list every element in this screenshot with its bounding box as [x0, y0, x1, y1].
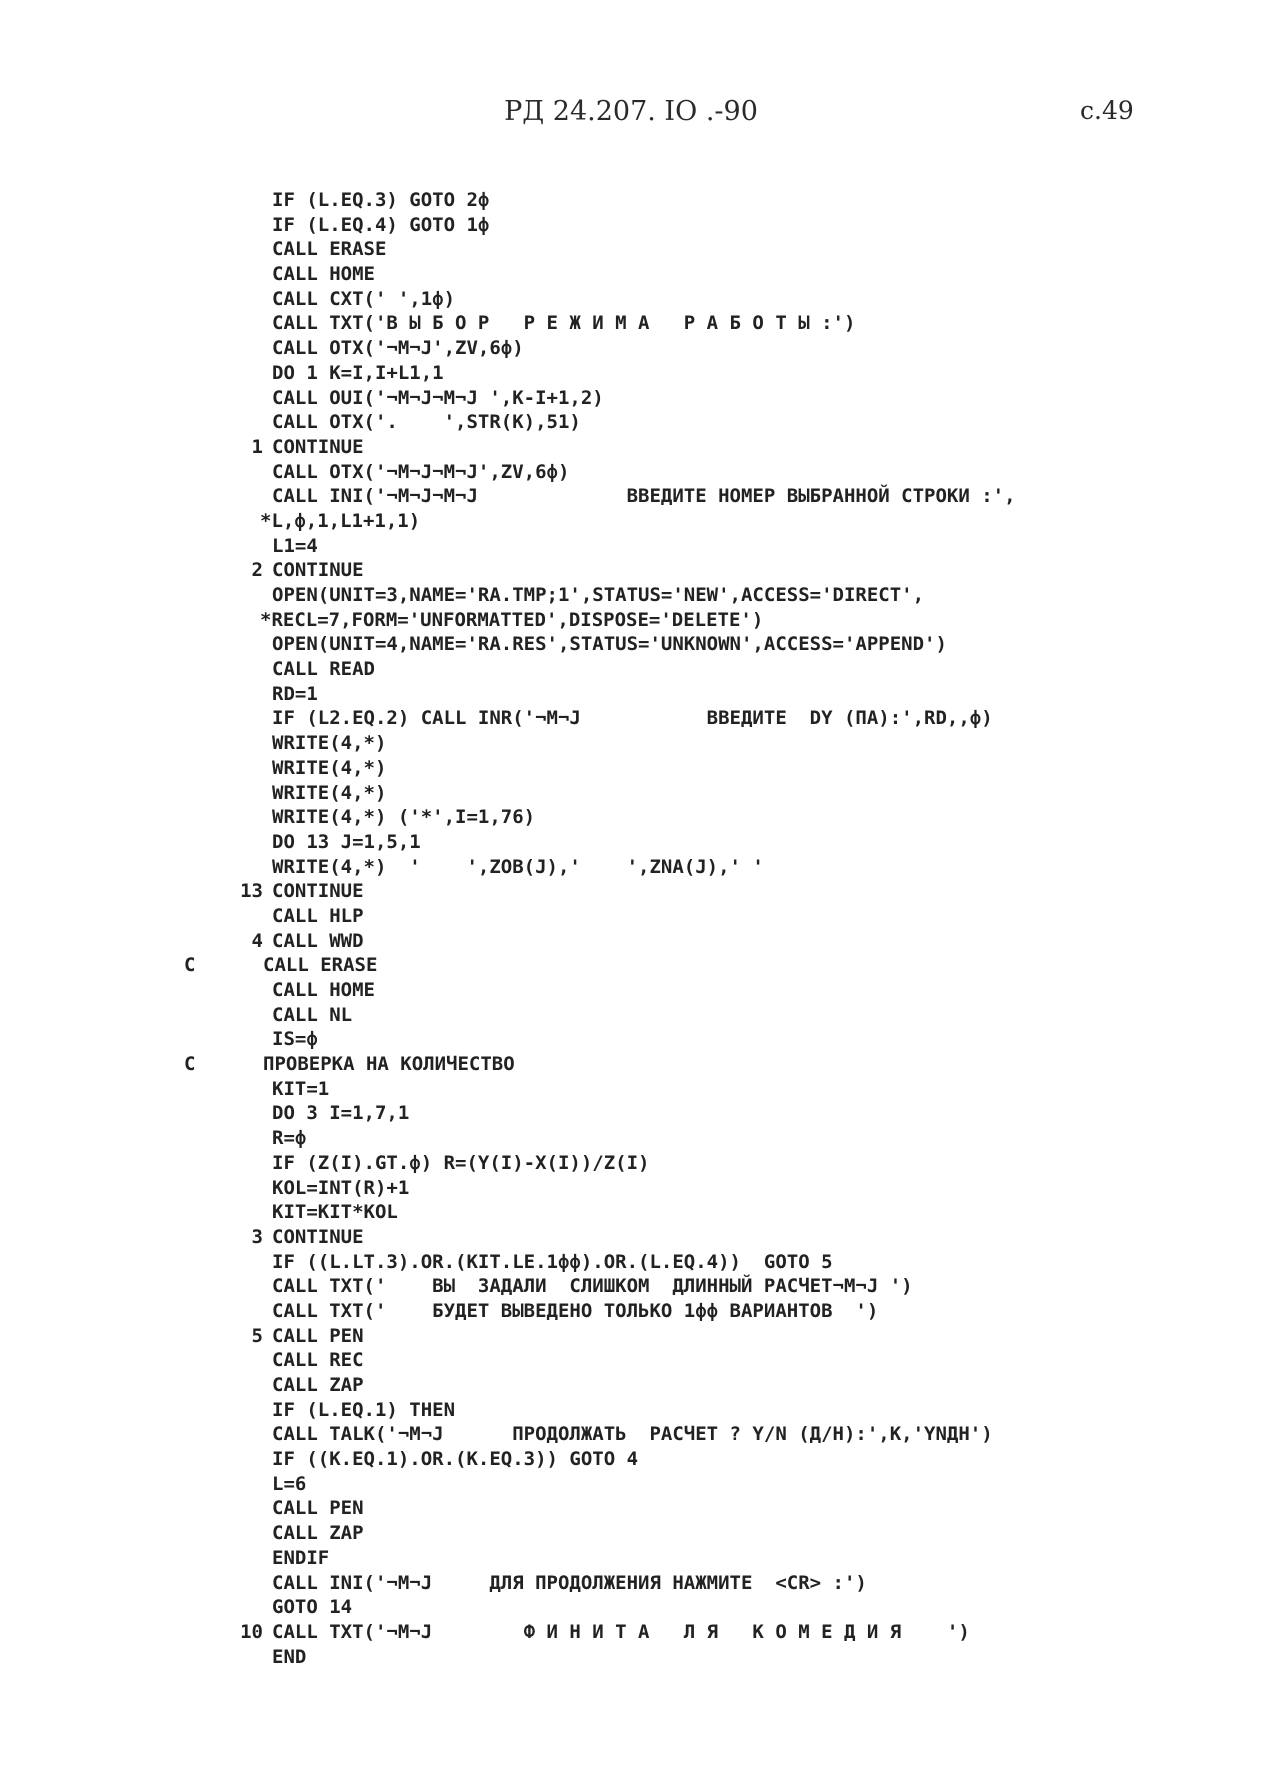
statement-text: CALL ZAP: [272, 1522, 364, 1545]
statement-label: 3: [251, 1225, 263, 1248]
statement-text: CALL OTX('¬M¬J',ZV,6ф): [272, 337, 524, 360]
code-line: [170, 1101, 1016, 1126]
code-line: [170, 1176, 1016, 1201]
code-line: [170, 336, 1016, 361]
comment-line: [170, 1052, 1016, 1077]
statement-text: CALL ERASE: [272, 238, 387, 261]
statement-text: END: [272, 1645, 307, 1668]
page-number: с.49: [1080, 96, 1134, 125]
statement-text: CALL TXT(' БУДЕТ ВЫВЕДЕНО ТОЛЬКО 1фф ВАРИАНТОВ '): [272, 1299, 879, 1322]
statement-label: 2: [251, 559, 263, 582]
code-line: [170, 1299, 1016, 1324]
code-line: [170, 1422, 1016, 1447]
statement-text: L=6: [272, 1472, 307, 1495]
code-line: [170, 509, 1016, 534]
code-line: [170, 1274, 1016, 1299]
code-line: [170, 1521, 1016, 1546]
statement-text: KIT=1: [272, 1077, 330, 1100]
code-line: [170, 361, 1016, 386]
statement-label: 4: [251, 929, 263, 952]
code-line: [170, 1027, 1016, 1052]
statement-text: GOTO 14: [272, 1596, 353, 1619]
statement-label: 5: [251, 1324, 263, 1347]
statement-text: CALL ERASE: [263, 954, 378, 977]
code-line: [170, 879, 1016, 904]
statement-text: KIT=KIT*KOL: [272, 1201, 398, 1224]
code-line: [170, 1126, 1016, 1151]
code-line: [170, 731, 1016, 756]
code-line: [170, 1620, 1016, 1645]
code-line: [170, 1447, 1016, 1472]
statement-text: IF ((L.LT.3).OR.(KIT.LE.1фф).OR.(L.EQ.4)) GOTO 5: [272, 1250, 833, 1273]
statement-text: CALL OTX('. ',STR(K),51): [272, 411, 581, 434]
statement-text: CALL PEN: [272, 1497, 364, 1520]
document-code: РД 24.207. IO .-90: [504, 96, 758, 127]
statement-text: WRITE(4,*): [272, 756, 387, 779]
code-line: [170, 805, 1016, 830]
statement-text: CALL INI('¬M¬J¬M¬J ВВЕДИТЕ НОМЕР ВЫБРАННОЙ СТРОКИ :',: [272, 485, 1016, 508]
statement-text: CALL CXT(' ',1ф): [272, 287, 456, 310]
code-line: [170, 929, 1016, 954]
statement-text: IF ((K.EQ.1).OR.(K.EQ.3)) GOTO 4: [272, 1448, 639, 1471]
code-line: [170, 1645, 1016, 1670]
statement-text: KOL=INT(R)+1: [272, 1176, 410, 1199]
code-line: [170, 657, 1016, 682]
statement-text: DO 1 K=I,I+L1,1: [272, 361, 444, 384]
code-line: [170, 1003, 1016, 1028]
statement-text: IF (L.EQ.1) THEN: [272, 1398, 456, 1421]
code-line: [170, 1151, 1016, 1176]
statement-text: CALL INI('¬M¬J ДЛЯ ПРОДОЛЖЕНИЯ НАЖМИТЕ <CR> :'): [272, 1571, 867, 1594]
code-line: [170, 410, 1016, 435]
code-listing: [170, 188, 1016, 1669]
statement-label: 10: [240, 1620, 263, 1643]
statement-text: CALL OUI('¬M¬J¬M¬J ',K-I+1,2): [272, 386, 604, 409]
statement-text: CONTINUE: [272, 1225, 364, 1248]
statement-text: CALL HLP: [272, 904, 364, 927]
statement-text: OPEN(UNIT=4,NAME='RA.RES',STATUS='UNKNOWN',ACCESS='APPEND'): [272, 633, 947, 656]
statement-text: WRITE(4,*) ('*',I=1,76): [272, 806, 536, 829]
statement-text: CONTINUE: [272, 880, 364, 903]
code-line: [170, 1496, 1016, 1521]
statement-text: CALL WWD: [272, 929, 364, 952]
code-line: [170, 830, 1016, 855]
statement-text: *RECL=7,FORM='UNFORMATTED',DISPOSE='DELETE'): [260, 608, 764, 631]
statement-text: WRITE(4,*) ' ',ZOB(J),' ',ZNA(J),' ': [272, 855, 764, 878]
statement-text: CALL PEN: [272, 1324, 364, 1347]
statement-text: CALL HOME: [272, 979, 375, 1001]
code-line: [170, 262, 1016, 287]
code-line: [170, 904, 1016, 929]
statement-text: ПРОВЕРКА НА КОЛИЧЕСТВО: [263, 1053, 515, 1076]
code-line: [170, 855, 1016, 880]
statement-text: CALL HOME: [272, 263, 375, 286]
statement-text: CALL TXT('¬M¬J Ф И Н И Т А Л Я К О М Е Д И Я '): [272, 1620, 970, 1643]
code-line: [170, 706, 1016, 731]
code-line: [170, 608, 1016, 633]
statement-text: WRITE(4,*): [272, 781, 387, 804]
statement-text: IF (L.EQ.4) GOTO 1ф: [272, 213, 490, 236]
code-line: [170, 781, 1016, 806]
code-line: [170, 1398, 1016, 1423]
code-line: [170, 237, 1016, 262]
code-line: [170, 386, 1016, 411]
statement-text: CONTINUE: [272, 559, 364, 582]
code-line: [170, 188, 1016, 213]
statement-label: 1: [251, 435, 263, 458]
statement-text: OPEN(UNIT=3,NAME='RA.TMP;1',STATUS='NEW',ACCESS='DIRECT',: [272, 584, 925, 606]
code-line: [170, 287, 1016, 312]
code-line: [170, 1077, 1016, 1102]
statement-text: CALL TALK('¬M¬J ПРОДОЛЖАТЬ РАСЧЕТ ? Y/N (Д/Н):',K,'YNДН'): [272, 1423, 993, 1446]
code-line: [170, 583, 1016, 608]
statement-text: R=ф: [272, 1127, 307, 1150]
statement-text: CALL OTX('¬M¬J¬M¬J',ZV,6ф): [272, 460, 570, 483]
code-line: [170, 1200, 1016, 1225]
statement-text: IS=ф: [272, 1028, 318, 1051]
code-line: [170, 213, 1016, 238]
statement-text: CALL ZAP: [272, 1374, 364, 1396]
code-line: [170, 1324, 1016, 1349]
code-line: [170, 1348, 1016, 1373]
code-line: [170, 682, 1016, 707]
code-line: [170, 435, 1016, 460]
code-line: [170, 1546, 1016, 1571]
code-line: [170, 632, 1016, 657]
code-line: [170, 534, 1016, 559]
statement-text: IF (Z(I).GT.ф) R=(Y(I)-X(I))/Z(I): [272, 1151, 650, 1174]
code-line: [170, 1373, 1016, 1398]
code-line: [170, 460, 1016, 485]
statement-text: CALL READ: [272, 658, 375, 681]
statement-text: *L,ф,1,L1+1,1): [260, 509, 421, 532]
statement-label: 13: [240, 880, 263, 903]
statement-text: DO 3 I=1,7,1: [272, 1102, 410, 1125]
statement-text: IF (L2.EQ.2) CALL INR('¬M¬J ВВЕДИТЕ DY (ПА):',RD,,ф): [272, 707, 993, 730]
statement-text: CONTINUE: [272, 435, 364, 458]
code-line: [170, 484, 1016, 509]
code-line: [170, 1595, 1016, 1620]
statement-text: L1=4: [272, 534, 318, 557]
statement-text: CALL TXT(' ВЫ ЗАДАЛИ СЛИШКОМ ДЛИННЫЙ РАСЧЕТ¬M¬J '): [272, 1275, 913, 1298]
comment-marker: C: [184, 954, 196, 977]
comment-line: [170, 953, 1016, 978]
statement-text: ENDIF: [272, 1546, 330, 1569]
code-line: [170, 558, 1016, 583]
code-line: [170, 756, 1016, 781]
statement-text: CALL REC: [272, 1349, 364, 1372]
statement-text: RD=1: [272, 682, 318, 705]
statement-text: DO 13 J=1,5,1: [272, 830, 421, 853]
code-line: [170, 1571, 1016, 1596]
statement-text: WRITE(4,*): [272, 732, 387, 755]
comment-marker: C: [184, 1053, 196, 1076]
statement-text: CALL NL: [272, 1003, 353, 1026]
statement-text: CALL TXT('В Ы Б О Р Р Е Ж И М А Р А Б О Т Ы :'): [272, 312, 856, 335]
code-line: [170, 311, 1016, 336]
code-line: [170, 1225, 1016, 1250]
code-line: [170, 1250, 1016, 1275]
code-line: [170, 1472, 1016, 1497]
statement-text: IF (L.EQ.3) GOTO 2ф: [272, 189, 490, 211]
code-line: [170, 978, 1016, 1003]
